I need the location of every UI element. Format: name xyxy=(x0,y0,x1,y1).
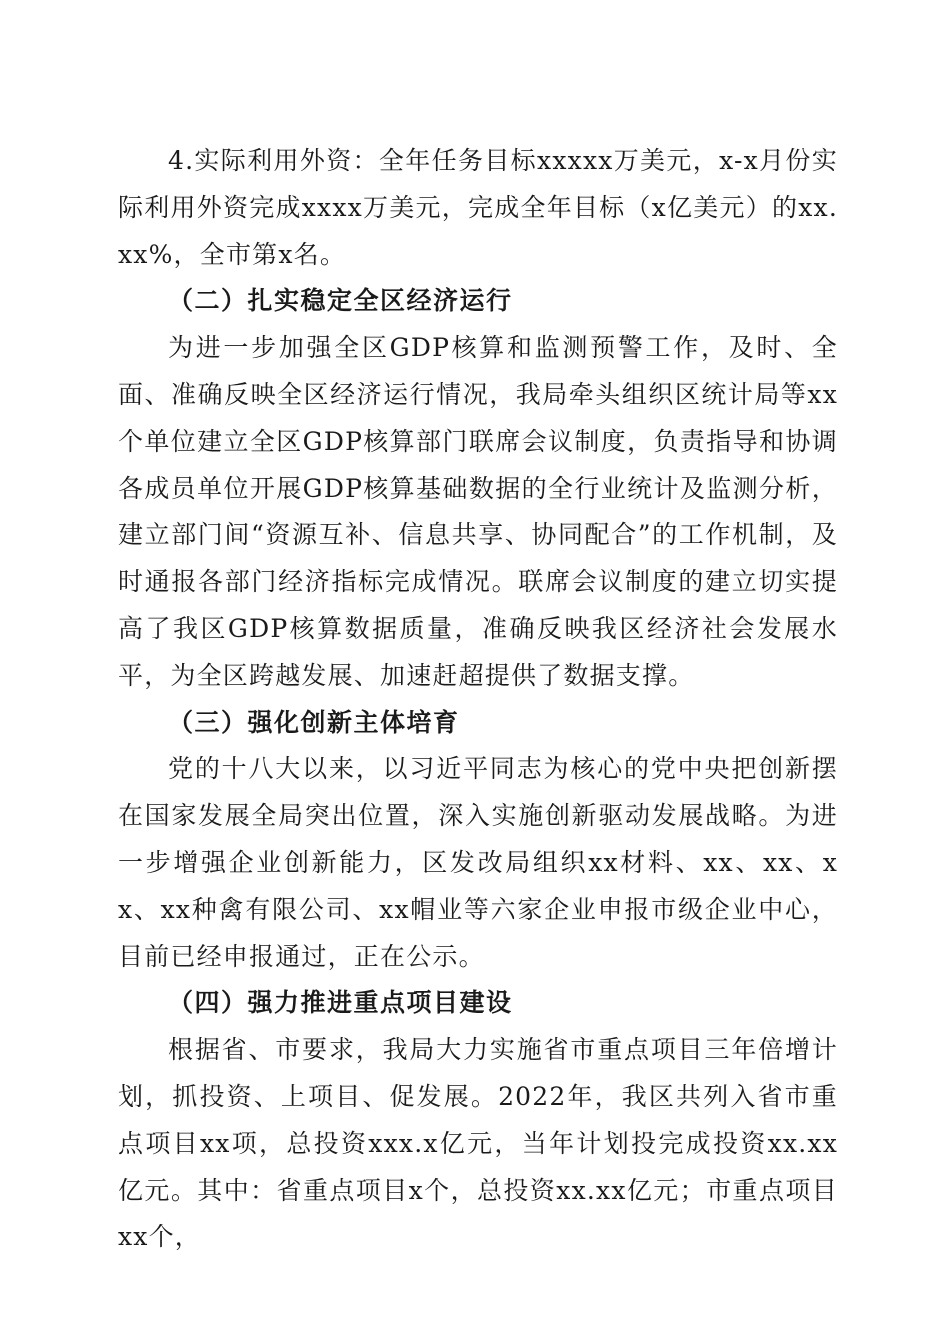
section-heading-innovation: （三）强化创新主体培育 xyxy=(168,707,460,737)
paragraph-gdp-accounting: 为进一步加强全区GDP核算和监测预警工作，及时、全面、准确反映全区经济运行情况，我局牵头组织区统计局等xx个单位建立全区GDP核算部门联席会议制度，负责指导和协调各成员单位开展GDP核算基础数据的全行业统计及监测分析，建立部门间“资源互补、信息共享、协同配合”的工作机制，及时通报各部门经济指标完成情况。联席会议制度的建立切实提高了我区GDP核算数据质量，准确反映我区经济社会发展水平，为全区跨越发展、加速赶超提供了数据支撑。 xyxy=(118,333,838,690)
section-heading-economy: （二）扎实稳定全区经济运行 xyxy=(168,286,513,316)
section-heading-key-projects: （四）强力推进重点项目建设 xyxy=(168,988,513,1018)
document-page xyxy=(118,138,838,1261)
paragraph-innovation: 党的十八大以来，以习近平同志为核心的党中央把创新摆在国家发展全局突出位置，深入实施创新驱动发展战略。为进一步增强企业创新能力，区发改局组织xx材料、xx、xx、xx、xx种禽有限公司、xx帽业等六家企业申报市级企业中心，目前已经申报通过，正在公示。 xyxy=(118,754,838,971)
paragraph-foreign-investment: 4.实际利用外资：全年任务目标xxxxx万美元，x-x月份实际利用外资完成xxxx万美元，完成全年目标（x亿美元）的xx.xx%，全市第x名。 xyxy=(118,146,838,269)
paragraph-key-projects: 根据省、市要求，我局大力实施省市重点项目三年倍增计划，抓投资、上项目、促发展。2022年，我区共列入省市重点项目xx项，总投资xxx.x亿元，当年计划投完成投资xx.xx亿元。其中：省重点项目x个，总投资xx.xx亿元；市重点项目xx个， xyxy=(118,1035,838,1252)
